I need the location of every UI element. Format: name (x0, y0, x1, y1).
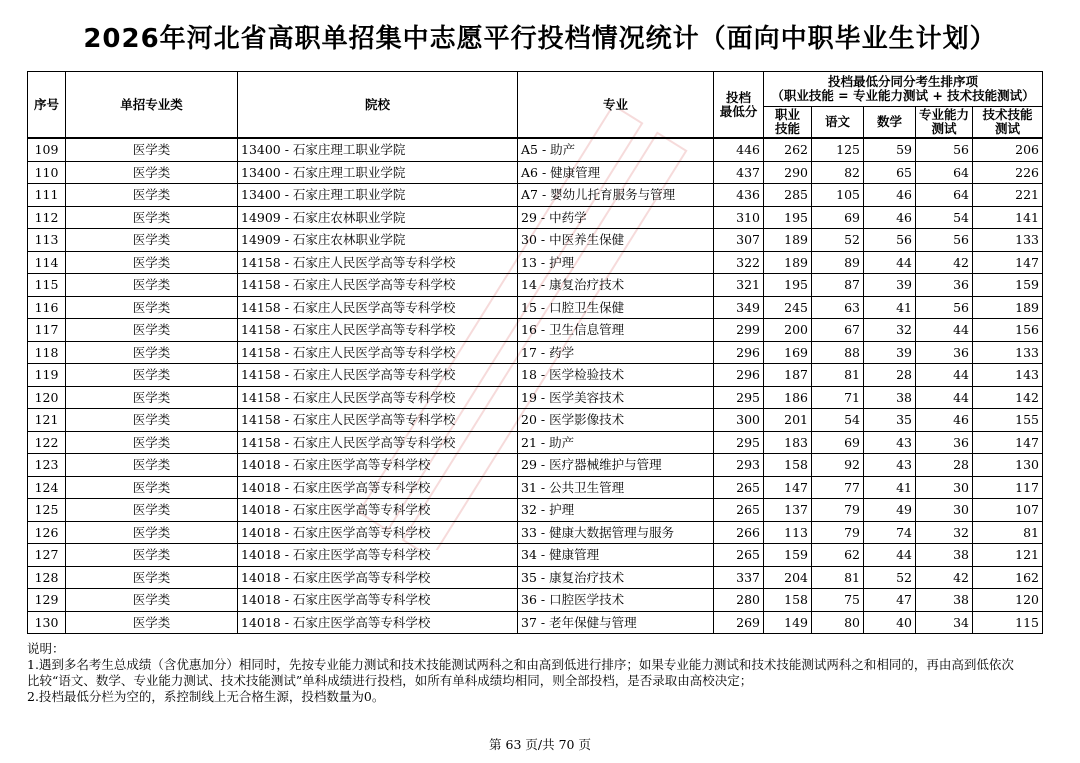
cell-school: 14018 - 石家庄医学高等专科学校 (238, 589, 518, 612)
cell-professional-test: 38 (916, 544, 973, 567)
cell-professional-test: 34 (916, 611, 973, 634)
cell-vocational-skill: 113 (764, 521, 812, 544)
cell-seq: 127 (28, 544, 66, 567)
cell-professional-test: 56 (916, 138, 973, 161)
cell-math: 43 (864, 431, 916, 454)
cell-seq: 109 (28, 138, 66, 161)
cell-professional-test: 64 (916, 184, 973, 207)
header-major: 专业 (518, 72, 714, 139)
cell-school: 14158 - 石家庄人民医学高等专科学校 (238, 409, 518, 432)
cell-category: 医学类 (66, 161, 238, 184)
cell-school: 14158 - 石家庄人民医学高等专科学校 (238, 319, 518, 342)
cell-category: 医学类 (66, 251, 238, 274)
cell-min-score: 307 (714, 229, 764, 252)
cell-math: 52 (864, 566, 916, 589)
cell-school: 14909 - 石家庄农林职业学院 (238, 206, 518, 229)
cell-professional-test: 28 (916, 454, 973, 477)
cell-major: 35 - 康复治疗技术 (518, 566, 714, 589)
cell-major: 33 - 健康大数据管理与服务 (518, 521, 714, 544)
cell-major: 37 - 老年保健与管理 (518, 611, 714, 634)
header-professional-test: 专业能力 测试 (916, 107, 973, 139)
cell-category: 医学类 (66, 431, 238, 454)
cell-chinese: 71 (812, 386, 864, 409)
cell-vocational-skill: 149 (764, 611, 812, 634)
cell-vocational-skill: 200 (764, 319, 812, 342)
cell-major: 32 - 护理 (518, 499, 714, 522)
table-row (28, 566, 1043, 589)
cell-school: 14158 - 石家庄人民医学高等专科学校 (238, 251, 518, 274)
cell-seq: 112 (28, 206, 66, 229)
cell-professional-test: 64 (916, 161, 973, 184)
cell-min-score: 296 (714, 341, 764, 364)
cell-category: 医学类 (66, 499, 238, 522)
cell-seq: 119 (28, 364, 66, 387)
cell-math: 59 (864, 138, 916, 161)
cell-school: 14018 - 石家庄医学高等专科学校 (238, 611, 518, 634)
cell-vocational-skill: 195 (764, 206, 812, 229)
cell-professional-test: 42 (916, 566, 973, 589)
cell-min-score: 446 (714, 138, 764, 161)
cell-major: 15 - 口腔卫生保健 (518, 296, 714, 319)
cell-math: 44 (864, 251, 916, 274)
cell-major: 34 - 健康管理 (518, 544, 714, 567)
table-row (28, 589, 1043, 612)
cell-chinese: 82 (812, 161, 864, 184)
cell-professional-test: 42 (916, 251, 973, 274)
cell-school: 14018 - 石家庄医学高等专科学校 (238, 454, 518, 477)
cell-min-score: 265 (714, 476, 764, 499)
cell-vocational-skill: 159 (764, 544, 812, 567)
cell-vocational-skill: 285 (764, 184, 812, 207)
cell-vocational-skill: 189 (764, 229, 812, 252)
cell-chinese: 81 (812, 566, 864, 589)
cell-technical-test: 159 (973, 274, 1043, 297)
cell-vocational-skill: 186 (764, 386, 812, 409)
cell-technical-test: 189 (973, 296, 1043, 319)
cell-seq: 118 (28, 341, 66, 364)
cell-category: 医学类 (66, 274, 238, 297)
cell-technical-test: 156 (973, 319, 1043, 342)
cell-technical-test: 206 (973, 138, 1043, 161)
table-row (28, 251, 1043, 274)
cell-chinese: 89 (812, 251, 864, 274)
cell-major: 19 - 医学美容技术 (518, 386, 714, 409)
cell-math: 43 (864, 454, 916, 477)
cell-technical-test: 147 (973, 431, 1043, 454)
cell-seq: 121 (28, 409, 66, 432)
table-row (28, 184, 1043, 207)
cell-vocational-skill: 204 (764, 566, 812, 589)
notes-line-3: 2.投档最低分栏为空的，系控制线上无合格生源，投档数量为0。 (27, 689, 385, 704)
cell-category: 医学类 (66, 138, 238, 161)
table-row (28, 161, 1043, 184)
cell-school: 13400 - 石家庄理工职业学院 (238, 184, 518, 207)
header-rank-group (764, 72, 1043, 107)
cell-min-score: 300 (714, 409, 764, 432)
cell-major: 14 - 康复治疗技术 (518, 274, 714, 297)
cell-vocational-skill: 158 (764, 454, 812, 477)
cell-seq: 110 (28, 161, 66, 184)
cell-school: 14018 - 石家庄医学高等专科学校 (238, 566, 518, 589)
notes-line-1: 1.遇到多名考生总成绩（含优惠加分）相同时，先按专业能力测试和技术技能测试两科之和由高到低进行排序；如果专业能力测试和技术技能测试两科之和相同的，再由高到低依次 (27, 657, 1014, 672)
cell-min-score: 265 (714, 499, 764, 522)
cell-school: 14158 - 石家庄人民医学高等专科学校 (238, 386, 518, 409)
cell-vocational-skill: 187 (764, 364, 812, 387)
cell-seq: 111 (28, 184, 66, 207)
cell-chinese: 92 (812, 454, 864, 477)
cell-professional-test: 38 (916, 589, 973, 612)
cell-school: 14018 - 石家庄医学高等专科学校 (238, 499, 518, 522)
cell-min-score: 295 (714, 431, 764, 454)
cell-technical-test: 130 (973, 454, 1043, 477)
cell-school: 14158 - 石家庄人民医学高等专科学校 (238, 341, 518, 364)
header-math: 数学 (864, 107, 916, 139)
cell-school: 13400 - 石家庄理工职业学院 (238, 138, 518, 161)
cell-math: 49 (864, 499, 916, 522)
cell-min-score: 299 (714, 319, 764, 342)
cell-school: 14909 - 石家庄农林职业学院 (238, 229, 518, 252)
table-row (28, 409, 1043, 432)
cell-seq: 128 (28, 566, 66, 589)
cell-category: 医学类 (66, 589, 238, 612)
cell-seq: 123 (28, 454, 66, 477)
cell-vocational-skill: 147 (764, 476, 812, 499)
admission-table (27, 71, 1043, 634)
cell-technical-test: 143 (973, 364, 1043, 387)
cell-math: 38 (864, 386, 916, 409)
cell-major: 21 - 助产 (518, 431, 714, 454)
cell-category: 医学类 (66, 206, 238, 229)
table-row (28, 206, 1043, 229)
cell-vocational-skill: 245 (764, 296, 812, 319)
cell-technical-test: 162 (973, 566, 1043, 589)
cell-chinese: 54 (812, 409, 864, 432)
cell-math: 41 (864, 296, 916, 319)
page-footer: 第 63 页/共 70 页 (489, 737, 591, 752)
table-row (28, 544, 1043, 567)
cell-chinese: 125 (812, 138, 864, 161)
header-rank-title: 投档最低分同分考生排序项 (827, 74, 978, 89)
cell-chinese: 52 (812, 229, 864, 252)
cell-chinese: 62 (812, 544, 864, 567)
cell-category: 医学类 (66, 341, 238, 364)
cell-math: 74 (864, 521, 916, 544)
table-row (28, 364, 1043, 387)
cell-min-score: 322 (714, 251, 764, 274)
cell-min-score: 280 (714, 589, 764, 612)
cell-professional-test: 44 (916, 386, 973, 409)
table-row (28, 611, 1043, 634)
cell-major: 13 - 护理 (518, 251, 714, 274)
cell-min-score: 437 (714, 161, 764, 184)
cell-school: 13400 - 石家庄理工职业学院 (238, 161, 518, 184)
cell-category: 医学类 (66, 544, 238, 567)
cell-min-score: 337 (714, 566, 764, 589)
cell-math: 39 (864, 341, 916, 364)
cell-min-score: 436 (714, 184, 764, 207)
cell-seq: 125 (28, 499, 66, 522)
cell-seq: 129 (28, 589, 66, 612)
table-row (28, 386, 1043, 409)
header-min-score: 投档 最低分 (714, 72, 764, 139)
cell-math: 41 (864, 476, 916, 499)
table-row (28, 499, 1043, 522)
cell-major: 29 - 医疗器械维护与管理 (518, 454, 714, 477)
cell-seq: 115 (28, 274, 66, 297)
cell-major: 31 - 公共卫生管理 (518, 476, 714, 499)
cell-category: 医学类 (66, 566, 238, 589)
cell-chinese: 79 (812, 521, 864, 544)
cell-min-score: 265 (714, 544, 764, 567)
cell-category: 医学类 (66, 521, 238, 544)
table-row (28, 274, 1043, 297)
cell-technical-test: 115 (973, 611, 1043, 634)
cell-professional-test: 44 (916, 319, 973, 342)
cell-professional-test: 46 (916, 409, 973, 432)
cell-chinese: 88 (812, 341, 864, 364)
table-row (28, 476, 1043, 499)
cell-min-score: 293 (714, 454, 764, 477)
header-chinese: 语文 (812, 107, 864, 139)
cell-vocational-skill: 183 (764, 431, 812, 454)
cell-seq: 114 (28, 251, 66, 274)
cell-professional-test: 32 (916, 521, 973, 544)
cell-professional-test: 44 (916, 364, 973, 387)
header-vocational-skill: 职业 技能 (764, 107, 812, 139)
cell-chinese: 75 (812, 589, 864, 612)
cell-chinese: 87 (812, 274, 864, 297)
cell-technical-test: 81 (973, 521, 1043, 544)
table-row (28, 341, 1043, 364)
page-title: 2026年河北省高职单招集中志愿平行投档情况统计（面向中职毕业生计划） (83, 24, 997, 54)
cell-seq: 116 (28, 296, 66, 319)
cell-chinese: 81 (812, 364, 864, 387)
cell-major: 16 - 卫生信息管理 (518, 319, 714, 342)
cell-technical-test: 155 (973, 409, 1043, 432)
cell-vocational-skill: 158 (764, 589, 812, 612)
cell-vocational-skill: 262 (764, 138, 812, 161)
table-row (28, 454, 1043, 477)
cell-major: A7 - 婴幼儿托育服务与管理 (518, 184, 714, 207)
cell-major: 29 - 中药学 (518, 206, 714, 229)
cell-technical-test: 121 (973, 544, 1043, 567)
cell-professional-test: 30 (916, 476, 973, 499)
cell-major: 18 - 医学检验技术 (518, 364, 714, 387)
cell-category: 医学类 (66, 184, 238, 207)
cell-school: 14018 - 石家庄医学高等专科学校 (238, 544, 518, 567)
cell-technical-test: 133 (973, 341, 1043, 364)
cell-major: 20 - 医学影像技术 (518, 409, 714, 432)
cell-chinese: 105 (812, 184, 864, 207)
cell-school: 14018 - 石家庄医学高等专科学校 (238, 521, 518, 544)
notes-heading: 说明： (27, 641, 65, 656)
cell-category: 医学类 (66, 611, 238, 634)
cell-professional-test: 36 (916, 274, 973, 297)
cell-major: 30 - 中医养生保健 (518, 229, 714, 252)
cell-technical-test: 107 (973, 499, 1043, 522)
cell-professional-test: 36 (916, 341, 973, 364)
cell-vocational-skill: 189 (764, 251, 812, 274)
notes-line-2: 比较“语文、数学、专业能力测试、技术技能测试”单科成绩进行投档，如所有单科成绩均相同，则全部投档，是否录取由高校决定； (27, 673, 753, 688)
cell-technical-test: 226 (973, 161, 1043, 184)
table-row (28, 521, 1043, 544)
table-row (28, 138, 1043, 161)
cell-professional-test: 30 (916, 499, 973, 522)
cell-professional-test: 56 (916, 229, 973, 252)
cell-category: 医学类 (66, 364, 238, 387)
cell-major: 17 - 药学 (518, 341, 714, 364)
cell-min-score: 295 (714, 386, 764, 409)
cell-technical-test: 142 (973, 386, 1043, 409)
cell-chinese: 69 (812, 431, 864, 454)
cell-chinese: 63 (812, 296, 864, 319)
cell-math: 46 (864, 206, 916, 229)
cell-math: 32 (864, 319, 916, 342)
cell-category: 医学类 (66, 409, 238, 432)
cell-chinese: 77 (812, 476, 864, 499)
cell-seq: 117 (28, 319, 66, 342)
table-row (28, 296, 1043, 319)
cell-seq: 126 (28, 521, 66, 544)
cell-min-score: 349 (714, 296, 764, 319)
header-school: 院校 (238, 72, 518, 139)
cell-category: 医学类 (66, 386, 238, 409)
header-rank-formula: （职业技能 = 专业能力测试 + 技术技能测试） (771, 88, 1035, 103)
cell-seq: 124 (28, 476, 66, 499)
header-category: 单招专业类 (66, 72, 238, 139)
cell-seq: 120 (28, 386, 66, 409)
cell-major: A6 - 健康管理 (518, 161, 714, 184)
cell-vocational-skill: 169 (764, 341, 812, 364)
cell-major: A5 - 助产 (518, 138, 714, 161)
cell-math: 35 (864, 409, 916, 432)
cell-seq: 130 (28, 611, 66, 634)
cell-category: 医学类 (66, 319, 238, 342)
cell-technical-test: 133 (973, 229, 1043, 252)
cell-min-score: 296 (714, 364, 764, 387)
cell-school: 14018 - 石家庄医学高等专科学校 (238, 476, 518, 499)
table-row (28, 319, 1043, 342)
cell-technical-test: 141 (973, 206, 1043, 229)
cell-chinese: 69 (812, 206, 864, 229)
header-seq: 序号 (28, 72, 66, 139)
cell-vocational-skill: 137 (764, 499, 812, 522)
cell-math: 46 (864, 184, 916, 207)
cell-category: 医学类 (66, 296, 238, 319)
cell-math: 39 (864, 274, 916, 297)
cell-professional-test: 54 (916, 206, 973, 229)
cell-min-score: 310 (714, 206, 764, 229)
cell-math: 56 (864, 229, 916, 252)
cell-math: 65 (864, 161, 916, 184)
cell-vocational-skill: 201 (764, 409, 812, 432)
table-row (28, 431, 1043, 454)
header-technical-test: 技术技能 测试 (973, 107, 1043, 139)
cell-technical-test: 117 (973, 476, 1043, 499)
table-row (28, 229, 1043, 252)
cell-math: 47 (864, 589, 916, 612)
cell-technical-test: 120 (973, 589, 1043, 612)
cell-seq: 113 (28, 229, 66, 252)
cell-technical-test: 221 (973, 184, 1043, 207)
cell-school: 14158 - 石家庄人民医学高等专科学校 (238, 296, 518, 319)
cell-math: 44 (864, 544, 916, 567)
cell-math: 40 (864, 611, 916, 634)
cell-professional-test: 36 (916, 431, 973, 454)
cell-chinese: 67 (812, 319, 864, 342)
cell-category: 医学类 (66, 229, 238, 252)
cell-school: 14158 - 石家庄人民医学高等专科学校 (238, 364, 518, 387)
cell-chinese: 79 (812, 499, 864, 522)
cell-min-score: 321 (714, 274, 764, 297)
cell-technical-test: 147 (973, 251, 1043, 274)
cell-category: 医学类 (66, 454, 238, 477)
cell-professional-test: 56 (916, 296, 973, 319)
cell-min-score: 266 (714, 521, 764, 544)
cell-vocational-skill: 290 (764, 161, 812, 184)
cell-major: 36 - 口腔医学技术 (518, 589, 714, 612)
cell-seq: 122 (28, 431, 66, 454)
cell-school: 14158 - 石家庄人民医学高等专科学校 (238, 274, 518, 297)
cell-math: 28 (864, 364, 916, 387)
cell-school: 14158 - 石家庄人民医学高等专科学校 (238, 431, 518, 454)
cell-chinese: 80 (812, 611, 864, 634)
cell-min-score: 269 (714, 611, 764, 634)
notes (27, 641, 1067, 705)
cell-vocational-skill: 195 (764, 274, 812, 297)
cell-category: 医学类 (66, 476, 238, 499)
